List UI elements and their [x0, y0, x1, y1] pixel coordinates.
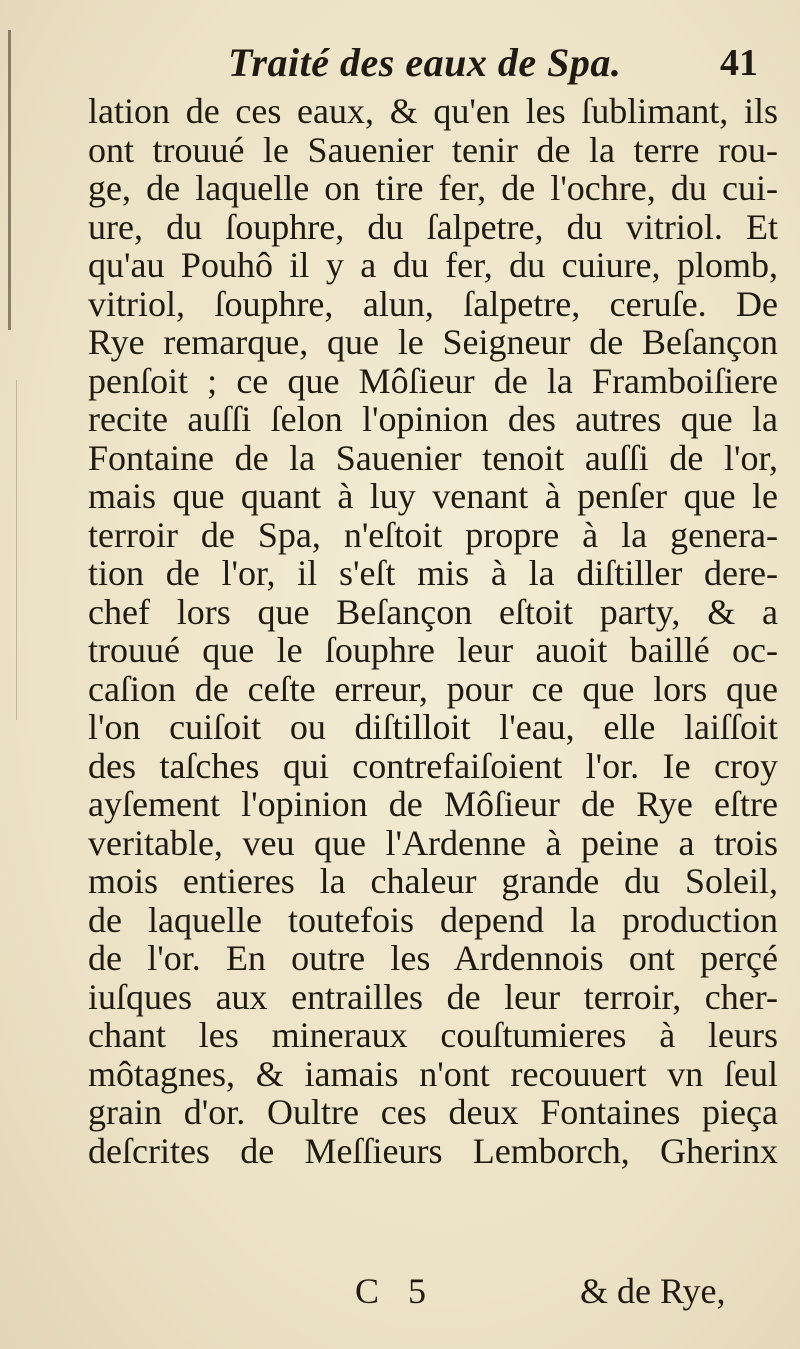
page-footer [0, 1266, 800, 1316]
text-line: Fontaine de la Sauenier tenoit auſſi de l'or, [88, 437, 778, 478]
text-line: Rye remarque, que le Seigneur de Beſançon [88, 322, 778, 362]
text-line: grain d'or. Oultre ces deux Fontaines pieça [88, 1092, 778, 1132]
text-line: môtagnes, & iamais n'ont recouuert vn ſeul [88, 1053, 778, 1094]
text-line: de l'or. En outre les Ardennois ont perçé [88, 938, 778, 978]
text-line: des taſches qui contrefaiſoient l'or. Ie croy [88, 745, 778, 786]
catchword: & de Rye, [580, 1271, 726, 1311]
text-line: trouué que le ſouphre leur auoit baillé oc- [88, 630, 778, 670]
binding-edge-shadow [16, 380, 17, 720]
text-line: mais que quant à luy venant à penſer que le [88, 476, 778, 516]
body-text [88, 92, 778, 1170]
text-line: ure, du ſouphre, du ſalpetre, du vitriol. Et [88, 206, 778, 247]
page-header [0, 38, 800, 88]
text-line: ayſement l'opinion de Môſieur de Rye eſtre [88, 784, 778, 824]
text-line: iuſques aux entrailles de leur terroir, cher- [88, 976, 778, 1017]
text-line: qu'au Pouhô il y a du fer, du cuiure, plomb, [88, 245, 778, 285]
text-line: l'on cuiſoit ou diſtilloit l'eau, elle laiſſoit [88, 707, 778, 747]
text-line: vitriol, ſouphre, alun, ſalpetre, ceruſe. De [88, 283, 778, 324]
text-line: chant les mineraux couſtumieres à leurs [88, 1015, 778, 1055]
text-line: lation de ces eaux, & qu'en les ſublimant, ils [88, 91, 778, 131]
text-line: recite auſſi ſelon l'opinion des autres que la [88, 399, 778, 439]
text-line: veritable, veu que l'Ardenne à peine a trois [88, 822, 778, 863]
text-line: ge, de laquelle on tire fer, de l'ochre, du cui- [88, 168, 778, 208]
page-number: 41 [720, 42, 758, 84]
text-line: ont trouué le Sauenier tenir de la terre rou- [88, 129, 778, 170]
text-line: mois entieres la chaleur grande du Soleil, [88, 861, 778, 901]
text-line: chef lors que Beſançon eſtoit party, & a [88, 591, 778, 632]
text-line: terroir de Spa, n'eſtoit propre à la genera- [88, 514, 778, 555]
text-line: penſoit ; ce que Môſieur de la Framboiſiere [88, 360, 778, 401]
signature-mark: C 5 [355, 1271, 437, 1311]
text-line: de laquelle toutefois depend la production [88, 899, 778, 940]
text-line: tion de l'or, il s'eſt mis à la diſtiller dere- [88, 553, 778, 593]
text-line: caſion de ceſte erreur, pour ce que lors que [88, 668, 778, 709]
running-title: Traité des eaux de Spa. [228, 40, 622, 85]
text-line: deſcrites de Meſſieurs Lemborch, Gherinx [88, 1130, 778, 1171]
